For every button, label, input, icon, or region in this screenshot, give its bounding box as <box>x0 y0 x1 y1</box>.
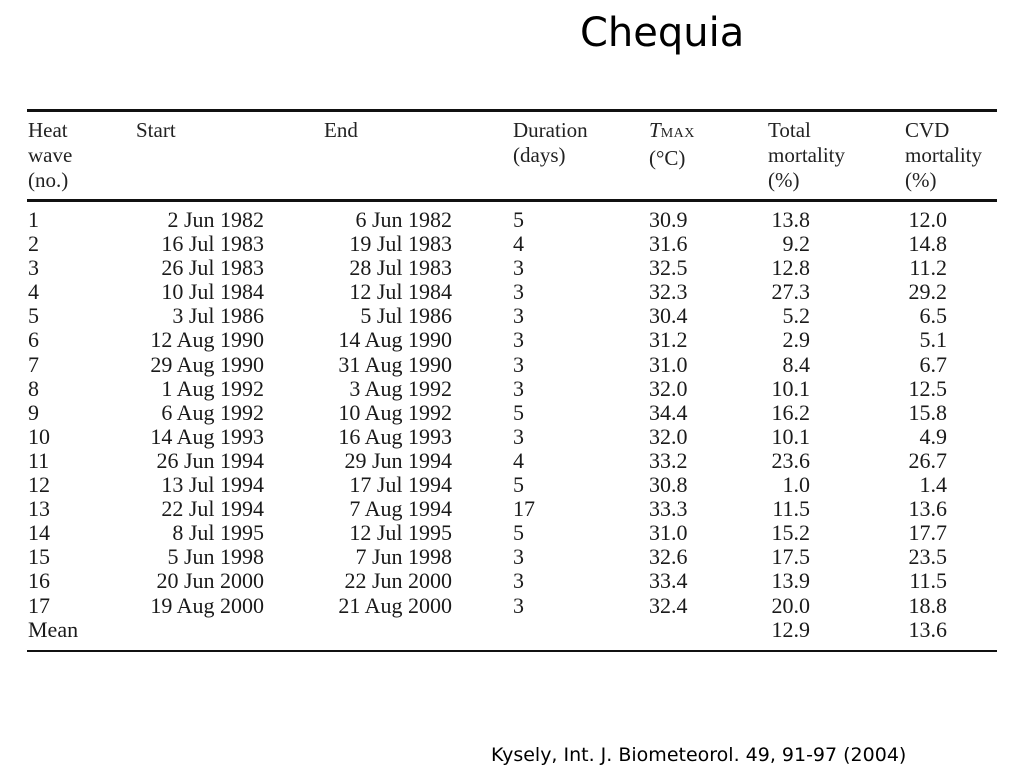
cell-end: 14 Aug 1990 <box>338 327 452 353</box>
cell-total-mortality: 20.0 <box>771 592 810 618</box>
cell-tmax: 32.5 <box>649 255 688 281</box>
table-row <box>0 353 1024 377</box>
cell-total-mortality: 27.3 <box>771 279 810 305</box>
header-end: End <box>324 118 358 142</box>
cell-tmax: 30.4 <box>649 303 688 329</box>
cell-end: 28 Jul 1983 <box>349 255 452 281</box>
header-total-mortality: Total mortality (%) <box>768 118 845 192</box>
cell-tmax: 33.3 <box>649 496 688 522</box>
cell-duration: 3 <box>513 351 524 377</box>
cell-cvd-mortality: 14.8 <box>908 231 947 257</box>
cell-start: 26 Jul 1983 <box>161 255 264 281</box>
cell-start: 16 Jul 1983 <box>161 231 264 257</box>
cell-total-mortality: 8.4 <box>782 351 810 377</box>
cell-duration: 4 <box>513 447 524 473</box>
cell-cvd-mortality: 12.0 <box>908 207 947 232</box>
table-row <box>0 328 1024 352</box>
cell-end: 10 Aug 1992 <box>338 399 452 425</box>
cell-heat-wave-no: 13 <box>28 496 50 522</box>
table-row <box>0 521 1024 545</box>
cell-cvd-mortality: 6.7 <box>919 351 947 377</box>
cell-start: 20 Jun 2000 <box>156 568 264 594</box>
table-row <box>0 377 1024 401</box>
cell-cvd-mortality: 4.9 <box>919 423 947 449</box>
header-cvd-mortality: CVD mortality (%) <box>905 118 982 192</box>
cell-duration: 5 <box>513 520 524 546</box>
table-row <box>0 232 1024 256</box>
cell-heat-wave-no: 1 <box>28 207 39 232</box>
cell-end: 19 Jul 1983 <box>349 231 452 257</box>
cell-total-mortality: 5.2 <box>782 303 810 329</box>
cell-cvd-mortality: 18.8 <box>908 592 947 618</box>
cell-start: 19 Aug 2000 <box>150 592 264 618</box>
cell-tmax: 32.0 <box>649 423 688 449</box>
cell-cvd-mortality: 11.5 <box>909 568 947 594</box>
cell-total-mortality: 12.9 <box>771 616 810 642</box>
table-row <box>0 545 1024 569</box>
table-header-rule <box>27 199 997 202</box>
cell-duration: 3 <box>513 375 524 401</box>
cell-total-mortality: 10.1 <box>771 423 810 449</box>
cell-heat-wave-no: 4 <box>28 279 39 305</box>
cell-duration: 3 <box>513 327 524 353</box>
cell-duration: 5 <box>513 207 524 232</box>
table-bottom-rule <box>27 650 997 652</box>
cell-start: 1 Aug 1992 <box>161 375 264 401</box>
cell-duration: 4 <box>513 231 524 257</box>
cell-cvd-mortality: 12.5 <box>908 375 947 401</box>
slide-title: Chequia <box>580 10 745 56</box>
cell-duration: 3 <box>513 568 524 594</box>
cell-duration: 3 <box>513 255 524 281</box>
cell-heat-wave-no: 16 <box>28 568 50 594</box>
cell-end: 7 Jun 1998 <box>355 544 452 570</box>
cell-end: 21 Aug 2000 <box>338 592 452 618</box>
cell-duration: 3 <box>513 423 524 449</box>
cell-duration: 3 <box>513 279 524 305</box>
cell-tmax: 31.0 <box>649 351 688 377</box>
cell-heat-wave-no: 11 <box>28 447 50 473</box>
cell-total-mortality: 16.2 <box>771 399 810 425</box>
cell-start: 3 Jul 1986 <box>172 303 264 329</box>
cell-tmax: 32.3 <box>649 279 688 305</box>
cell-start: 2 Jun 1982 <box>167 207 264 232</box>
cell-tmax: 31.6 <box>649 231 688 257</box>
cell-end: 7 Aug 1994 <box>349 496 452 522</box>
cell-cvd-mortality: 26.7 <box>908 447 947 473</box>
cell-start: 29 Aug 1990 <box>150 351 264 377</box>
cell-start: 8 Jul 1995 <box>172 520 264 546</box>
cell-total-mortality: 17.5 <box>771 544 810 570</box>
header-start: Start <box>136 118 176 142</box>
cell-cvd-mortality: 13.6 <box>908 496 947 522</box>
table-row <box>0 304 1024 328</box>
cell-total-mortality: 13.8 <box>771 207 810 232</box>
cell-end: 22 Jun 2000 <box>344 568 452 594</box>
cell-cvd-mortality: 29.2 <box>908 279 947 305</box>
cell-heat-wave-no: 7 <box>28 351 39 377</box>
cell-cvd-mortality: 23.5 <box>908 544 947 570</box>
cell-cvd-mortality: 13.6 <box>908 616 947 642</box>
cell-duration: 3 <box>513 592 524 618</box>
cell-heat-wave-no: 10 <box>28 423 50 449</box>
cell-end: 5 Jul 1986 <box>360 303 452 329</box>
cell-heat-wave-no: 9 <box>28 399 39 425</box>
cell-end: 12 Jul 1995 <box>349 520 452 546</box>
cell-heat-wave-no: 8 <box>28 375 39 401</box>
cell-start: 12 Aug 1990 <box>150 327 264 353</box>
cell-total-mortality: 23.6 <box>771 447 810 473</box>
cell-duration: 3 <box>513 544 524 570</box>
cell-tmax: 33.2 <box>649 447 688 473</box>
cell-heat-wave-no: Mean <box>28 616 79 642</box>
cell-total-mortality: 15.2 <box>771 520 810 546</box>
cell-heat-wave-no: 6 <box>28 327 39 353</box>
cell-start: 13 Jul 1994 <box>161 472 264 498</box>
cell-tmax: 30.9 <box>649 207 688 232</box>
cell-tmax: 33.4 <box>649 568 688 594</box>
cell-duration: 3 <box>513 303 524 329</box>
header-tmax: TMAX (°C) <box>649 118 695 170</box>
table-row <box>0 618 1024 642</box>
cell-end: 12 Jul 1984 <box>349 279 452 305</box>
cell-end: 31 Aug 1990 <box>338 351 452 377</box>
cell-cvd-mortality: 5.1 <box>919 327 947 353</box>
cell-cvd-mortality: 15.8 <box>908 399 947 425</box>
cell-tmax: 31.2 <box>649 327 688 353</box>
table-body <box>0 208 1024 642</box>
cell-tmax: 30.8 <box>649 472 688 498</box>
table-row <box>0 208 1024 232</box>
cell-total-mortality: 11.5 <box>772 496 810 522</box>
table-row <box>0 256 1024 280</box>
cell-end: 17 Jul 1994 <box>349 472 452 498</box>
cell-tmax: 32.4 <box>649 592 688 618</box>
cell-cvd-mortality: 6.5 <box>919 303 947 329</box>
cell-end: 6 Jun 1982 <box>355 207 452 232</box>
cell-start: 22 Jul 1994 <box>161 496 264 522</box>
cell-cvd-mortality: 11.2 <box>909 255 947 281</box>
cell-tmax: 32.0 <box>649 375 688 401</box>
cell-start: 26 Jun 1994 <box>156 447 264 473</box>
header-heat-wave-no: Heat wave (no.) <box>28 118 73 192</box>
cell-end: 3 Aug 1992 <box>349 375 452 401</box>
cell-heat-wave-no: 5 <box>28 303 39 329</box>
cell-tmax: 31.0 <box>649 520 688 546</box>
cell-cvd-mortality: 17.7 <box>908 520 947 546</box>
cell-heat-wave-no: 14 <box>28 520 50 546</box>
cell-start: 10 Jul 1984 <box>161 279 264 305</box>
table-row <box>0 425 1024 449</box>
table-row <box>0 473 1024 497</box>
cell-total-mortality: 13.9 <box>771 568 810 594</box>
cell-tmax: 34.4 <box>649 399 688 425</box>
table-row <box>0 401 1024 425</box>
table-row <box>0 594 1024 618</box>
table-top-rule <box>27 109 997 112</box>
cell-end: 29 Jun 1994 <box>344 447 452 473</box>
header-duration: Duration (days) <box>513 118 588 167</box>
cell-total-mortality: 2.9 <box>782 327 810 353</box>
cell-tmax: 32.6 <box>649 544 688 570</box>
cell-duration: 5 <box>513 399 524 425</box>
citation: Kysely, Int. J. Biometeorol. 49, 91-97 (2004) <box>491 744 907 766</box>
cell-total-mortality: 9.2 <box>782 231 810 257</box>
table-row <box>0 449 1024 473</box>
cell-heat-wave-no: 17 <box>28 592 50 618</box>
cell-heat-wave-no: 15 <box>28 544 50 570</box>
cell-heat-wave-no: 2 <box>28 231 39 257</box>
cell-duration: 5 <box>513 472 524 498</box>
cell-duration: 17 <box>513 496 535 522</box>
cell-start: 5 Jun 1998 <box>167 544 264 570</box>
cell-start: 14 Aug 1993 <box>150 423 264 449</box>
cell-heat-wave-no: 12 <box>28 472 50 498</box>
table-row <box>0 280 1024 304</box>
cell-heat-wave-no: 3 <box>28 255 39 281</box>
cell-total-mortality: 12.8 <box>771 255 810 281</box>
cell-start: 6 Aug 1992 <box>161 399 264 425</box>
cell-cvd-mortality: 1.4 <box>919 472 947 498</box>
cell-total-mortality: 10.1 <box>771 375 810 401</box>
cell-end: 16 Aug 1993 <box>338 423 452 449</box>
table-row <box>0 569 1024 593</box>
cell-total-mortality: 1.0 <box>782 472 810 498</box>
table-row <box>0 497 1024 521</box>
